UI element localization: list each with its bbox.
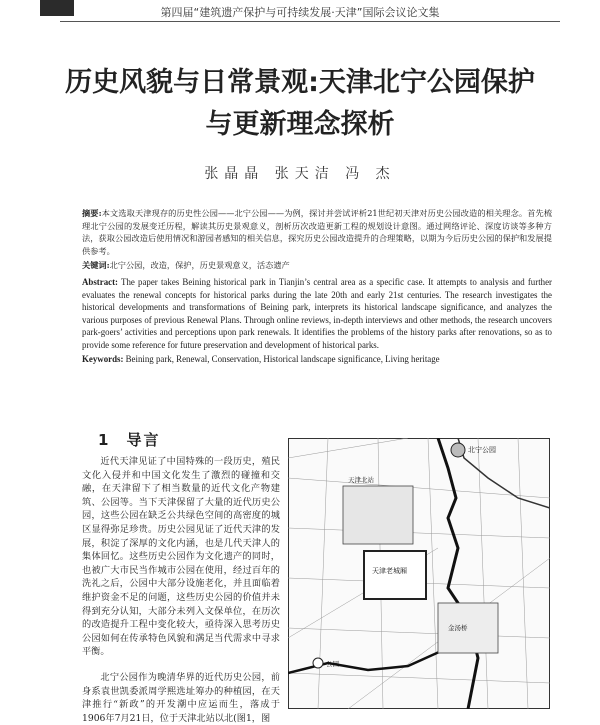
keywords-en-text: Beining park, Renewal, Conservation, Historical landscape significance, Living heritage xyxy=(123,354,440,364)
map-label-station: 天津北站 xyxy=(348,476,374,484)
abstract-en-label: Abstract: xyxy=(82,277,118,287)
section-title: 导言 xyxy=(126,431,161,449)
keywords-en xyxy=(82,353,552,366)
south-district-block xyxy=(438,603,498,653)
body-paragraph-1: 近代天津见证了中国特殊的一段历史，殖民文化入侵并和中国文化发生了激烈的碰撞和交融，在天津留下了相当数量的近代文化产物建筑、公园等。当下天津保留了大量的近代历史公园，这些公园在缺乏公共绿色空间的高密度的城区显得弥足珍贵。历史公园见证了近代天津的发展，积淀了深厚的文化内涵，也是几代天津人的集体回忆。这些历史公园作为文化遗产的同时，也被广大市民当作城市公园在使用，经过百年的洗礼之后，公园中大部分设施老化，并且面临着维护资金不足的问题，这些历史公园的价值并未得到充分认知，大部分未列入文保单位，在历次的改造提升工程中变化较大，亟待深入思考历史公园如何在传承特色风貌和满足当代需求中寻求平衡。 xyxy=(82,456,280,658)
running-title: 第四届“建筑遗产保护与可持续发展·天津”国际会议论文集 xyxy=(160,6,440,19)
keywords-cn-text: 北宁公园，改造，保护，历史景观意义，活态遗产 xyxy=(109,260,290,270)
map-label-center: 公园 xyxy=(326,660,339,668)
title-line-1: 历史风貌与日常景观:天津北宁公园保护 xyxy=(65,67,535,98)
old-city-block xyxy=(364,551,426,599)
abstract-cn xyxy=(82,207,552,257)
abstract-en-text: The paper takes Beining historical park in Tianjin’s central area as a specific case. It attempts to analysis and further evaluates the renewal concepts for historical parks during the late 20th and early 21st centuries. The research investigates the historical developments and transformations of Beining park, interprets its historical landscape significance, and analyzes the various purposes of previous Renewal Plans. Through online reviews, in-depth interviews and other methods, the research uncovers park-goers’ activities and perceptions upon park renewals. It identifies the problems of the history parks after renovations, so as to provide some reference for future preservation and development of historical parks. xyxy=(82,277,552,350)
location-map xyxy=(288,438,550,709)
section-number: 1 xyxy=(98,431,111,449)
paper-title xyxy=(0,62,600,146)
body-text xyxy=(82,455,280,725)
lower-marker xyxy=(313,658,323,668)
map-label-park: 北宁公园 xyxy=(468,446,496,454)
header-rule xyxy=(60,21,560,22)
map-label-market: 金汤桥 xyxy=(448,624,468,632)
body-paragraph-2: 北宁公园作为晚清华界的近代历史公园，前身系袁世凯委派周学熙选址筹办的种植园，在天津推行“新政”的开发潮中应运而生，落成于1906年7月21日，位于天津北站以北(图1，图 xyxy=(82,671,280,724)
abstract-cn-label: 摘要: xyxy=(82,208,102,218)
running-header xyxy=(0,0,600,22)
title-line-2: 与更新理念探析 xyxy=(205,109,395,140)
park-marker xyxy=(451,443,465,457)
abstract-cn-text: 本文选取天津现存的历史性公园——北宁公园——为例，探讨并尝试评析21世纪初天津对历史公园改造的相关理念。首先梳理北宁公园的发展变迁历程，解读其历史景观意义，剖析历次改造更新工程的规划设计意图。通过网络评论、深度访谈等多种方法，获取公园改造后使用情况和游园者感知的相关信息，探究历史公园改造提升的合理策略，以期为今后历史公园的保护和发展提供参考。 xyxy=(82,208,553,256)
north-district-block xyxy=(343,486,413,544)
keywords-en-label: Keywords: xyxy=(82,354,124,364)
authors: 张晶晶 张天洁 冯 杰 xyxy=(204,166,396,182)
section-heading xyxy=(98,429,160,450)
keywords-cn-label: 关键词: xyxy=(82,260,110,270)
abstract-en xyxy=(82,276,552,351)
keywords-cn xyxy=(82,259,552,272)
map-label-district: 天津老城厢 xyxy=(372,567,407,575)
